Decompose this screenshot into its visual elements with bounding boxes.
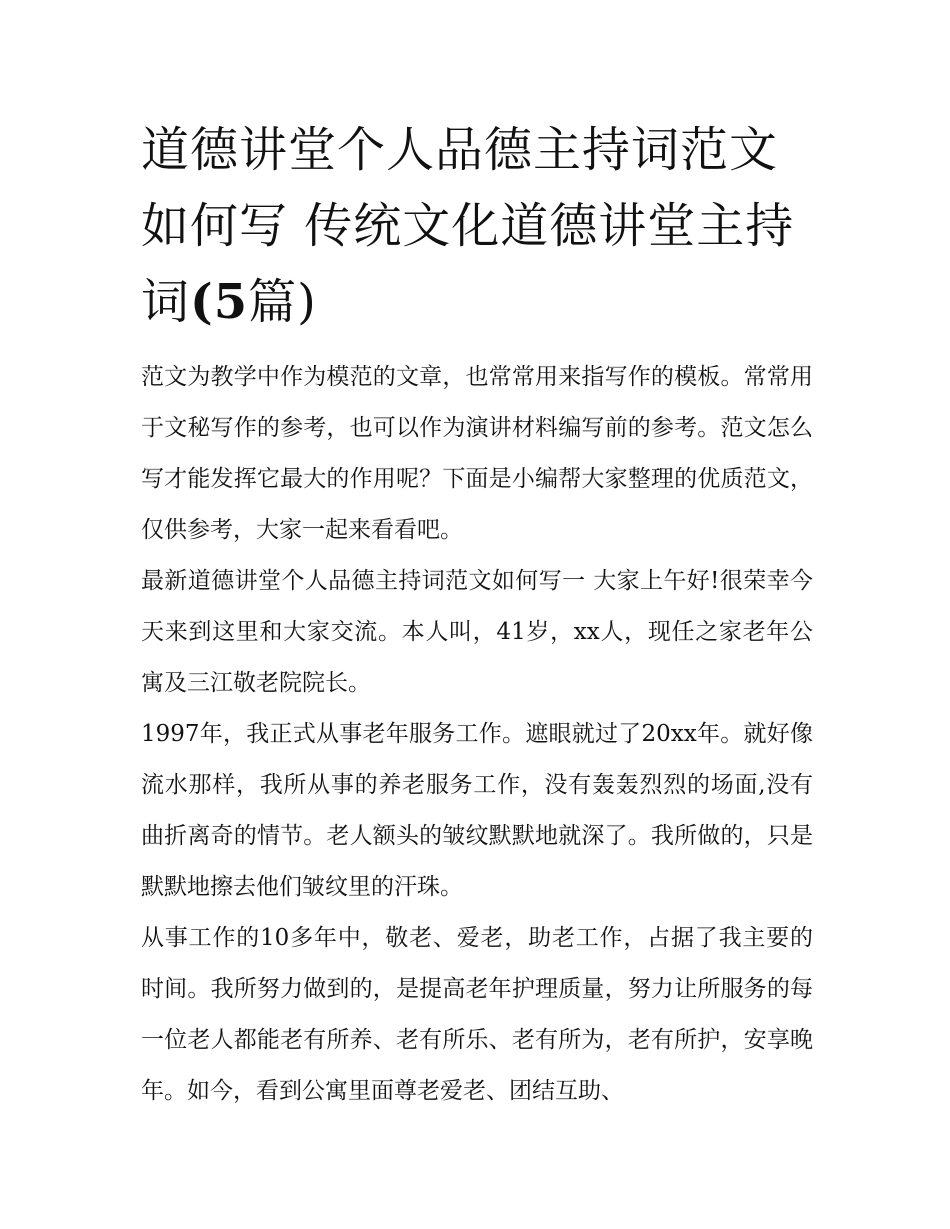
title-text: 道德讲堂个人品德主持词范文如何写 传统文化道德讲堂主持词 [141,122,795,330]
document-body [141,112,813,1117]
body-paragraph-2: 1997年，我正式从事老年服务工作。遮眼就过了20xx年。就好像流水那样，我所从事的养老服务工作，没有轰轰烈烈的场面,没有曲折离奇的情节。老人额头的皱纹默默地就深了。我所做的，只是默默地擦去他们皱纹里的汗珠。 [141,721,813,900]
body-paragraph-3: 从事工作的10多年中，敬老、爱老，助老工作，占据了我主要的时间。我所努力做到的，是提高老年护理质量，努力让所服务的每一位老人都能老有所养、老有所乐、老有所为，老有所护，安享晚年。如今，看到公寓里面尊老爱老、团结互助、 [141,925,813,1104]
document-title [141,112,813,340]
body-paragraph-1: 最新道德讲堂个人品德主持词范文如何写一 大家上午好!很荣幸今天来到这里和大家交流。本人叫，41岁，xx人，现任之家老年公寓及三江敬老院院长。 [141,568,813,696]
title-count: (5 [190,274,249,330]
title-suffix: 篇) [248,274,317,330]
intro-paragraph: 范文为教学中作为模范的文章，也常常用来指写作的模板。常常用于文秘写作的参考，也可以作为演讲材料编写前的参考。范文怎么写才能发挥它最大的作用呢？下面是小编帮大家整理的优质范文，仅供参考，大家一起来看看吧。 [141,364,813,543]
